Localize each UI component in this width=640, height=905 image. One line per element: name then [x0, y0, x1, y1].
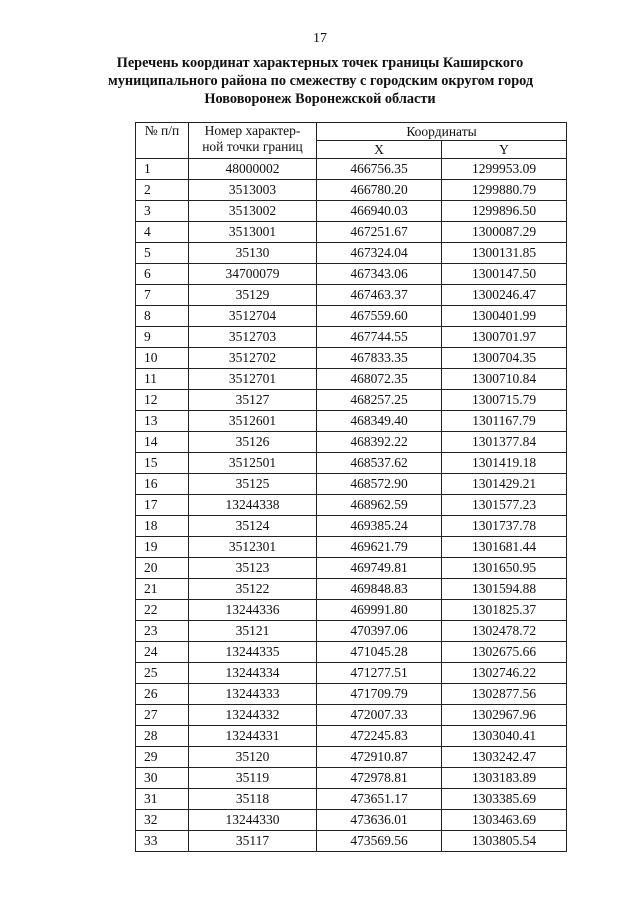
cell-x: 472978.81	[317, 768, 442, 789]
cell-row-number: 28	[136, 726, 189, 747]
cell-y: 1300087.29	[442, 222, 567, 243]
cell-row-number: 10	[136, 348, 189, 369]
cell-y: 1303463.69	[442, 810, 567, 831]
cell-y: 1300715.79	[442, 390, 567, 411]
cell-x: 467463.37	[317, 285, 442, 306]
cell-row-number: 23	[136, 621, 189, 642]
cell-x: 467833.35	[317, 348, 442, 369]
table-row	[136, 768, 567, 789]
table-body	[136, 159, 567, 852]
table-row	[136, 558, 567, 579]
cell-point-number: 13244331	[189, 726, 317, 747]
cell-x: 470397.06	[317, 621, 442, 642]
cell-x: 472910.87	[317, 747, 442, 768]
cell-point-number: 35127	[189, 390, 317, 411]
cell-row-number: 27	[136, 705, 189, 726]
cell-y: 1301429.21	[442, 474, 567, 495]
cell-y: 1301577.23	[442, 495, 567, 516]
cell-y: 1301594.88	[442, 579, 567, 600]
table-row	[136, 432, 567, 453]
table-row	[136, 327, 567, 348]
cell-point-number: 35129	[189, 285, 317, 306]
cell-x: 466780.20	[317, 180, 442, 201]
table-row	[136, 411, 567, 432]
cell-x: 471277.51	[317, 663, 442, 684]
cell-y: 1299896.50	[442, 201, 567, 222]
cell-point-number: 3512701	[189, 369, 317, 390]
cell-x: 473636.01	[317, 810, 442, 831]
table-row	[136, 222, 567, 243]
cell-y: 1303242.47	[442, 747, 567, 768]
cell-y: 1300147.50	[442, 264, 567, 285]
cell-x: 471709.79	[317, 684, 442, 705]
cell-y: 1301377.84	[442, 432, 567, 453]
cell-point-number: 3512501	[189, 453, 317, 474]
cell-point-number: 35122	[189, 579, 317, 600]
cell-point-number: 13244334	[189, 663, 317, 684]
cell-y: 1303385.69	[442, 789, 567, 810]
cell-row-number: 22	[136, 600, 189, 621]
cell-point-number: 3512702	[189, 348, 317, 369]
cell-point-number: 3512703	[189, 327, 317, 348]
cell-y: 1301825.37	[442, 600, 567, 621]
table-row	[136, 390, 567, 411]
cell-x: 468572.90	[317, 474, 442, 495]
header-point-number-line-2: ной точки границ	[202, 139, 303, 154]
cell-point-number: 13244333	[189, 684, 317, 705]
cell-row-number: 5	[136, 243, 189, 264]
cell-row-number: 21	[136, 579, 189, 600]
title-line-3: Нововоронеж Воронежской области	[204, 91, 436, 107]
cell-row-number: 3	[136, 201, 189, 222]
cell-point-number: 13244330	[189, 810, 317, 831]
cell-y: 1303040.41	[442, 726, 567, 747]
table-row	[136, 201, 567, 222]
table-row	[136, 453, 567, 474]
cell-row-number: 16	[136, 474, 189, 495]
cell-point-number: 3512301	[189, 537, 317, 558]
cell-point-number: 35130	[189, 243, 317, 264]
cell-point-number: 34700079	[189, 264, 317, 285]
cell-x: 472245.83	[317, 726, 442, 747]
table-row	[136, 348, 567, 369]
table-row	[136, 474, 567, 495]
cell-point-number: 13244338	[189, 495, 317, 516]
cell-point-number: 35125	[189, 474, 317, 495]
cell-row-number: 19	[136, 537, 189, 558]
cell-row-number: 7	[136, 285, 189, 306]
cell-y: 1300131.85	[442, 243, 567, 264]
table-row	[136, 537, 567, 558]
table-row	[136, 180, 567, 201]
cell-point-number: 3512704	[189, 306, 317, 327]
cell-x: 469991.80	[317, 600, 442, 621]
cell-x: 469749.81	[317, 558, 442, 579]
cell-y: 1300401.99	[442, 306, 567, 327]
cell-point-number: 48000002	[189, 159, 317, 180]
table-row	[136, 810, 567, 831]
cell-row-number: 18	[136, 516, 189, 537]
cell-row-number: 31	[136, 789, 189, 810]
cell-x: 467559.60	[317, 306, 442, 327]
cell-x: 467744.55	[317, 327, 442, 348]
cell-row-number: 11	[136, 369, 189, 390]
cell-row-number: 20	[136, 558, 189, 579]
header-y: Y	[442, 141, 567, 159]
cell-x: 473651.17	[317, 789, 442, 810]
cell-x: 466756.35	[317, 159, 442, 180]
cell-point-number: 35120	[189, 747, 317, 768]
header-x: X	[317, 141, 442, 159]
cell-row-number: 4	[136, 222, 189, 243]
cell-row-number: 1	[136, 159, 189, 180]
cell-row-number: 9	[136, 327, 189, 348]
cell-row-number: 33	[136, 831, 189, 852]
table-row	[136, 831, 567, 852]
table-row	[136, 726, 567, 747]
cell-x: 468537.62	[317, 453, 442, 474]
cell-row-number: 32	[136, 810, 189, 831]
table-row	[136, 264, 567, 285]
cell-row-number: 29	[136, 747, 189, 768]
coordinates-table	[135, 122, 567, 852]
cell-point-number: 35123	[189, 558, 317, 579]
cell-x: 469621.79	[317, 537, 442, 558]
table-row	[136, 495, 567, 516]
cell-x: 473569.56	[317, 831, 442, 852]
cell-point-number: 3513002	[189, 201, 317, 222]
cell-row-number: 17	[136, 495, 189, 516]
header-row-number: № п/п	[136, 123, 189, 159]
cell-x: 467324.04	[317, 243, 442, 264]
table-row	[136, 621, 567, 642]
page-number: 17	[313, 31, 327, 46]
cell-y: 1299953.09	[442, 159, 567, 180]
cell-y: 1302967.96	[442, 705, 567, 726]
cell-point-number: 3512601	[189, 411, 317, 432]
cell-y: 1301419.18	[442, 453, 567, 474]
table-row	[136, 747, 567, 768]
cell-row-number: 15	[136, 453, 189, 474]
cell-y: 1301681.44	[442, 537, 567, 558]
table-row	[136, 306, 567, 327]
cell-row-number: 12	[136, 390, 189, 411]
cell-point-number: 35126	[189, 432, 317, 453]
cell-point-number: 13244336	[189, 600, 317, 621]
cell-x: 469848.83	[317, 579, 442, 600]
cell-row-number: 8	[136, 306, 189, 327]
cell-y: 1300701.97	[442, 327, 567, 348]
table-row	[136, 243, 567, 264]
cell-row-number: 24	[136, 642, 189, 663]
cell-point-number: 35124	[189, 516, 317, 537]
cell-row-number: 30	[136, 768, 189, 789]
cell-y: 1301167.79	[442, 411, 567, 432]
table-row	[136, 285, 567, 306]
table-row	[136, 516, 567, 537]
cell-row-number: 14	[136, 432, 189, 453]
cell-point-number: 13244335	[189, 642, 317, 663]
cell-row-number: 6	[136, 264, 189, 285]
cell-x: 468349.40	[317, 411, 442, 432]
cell-x: 466940.03	[317, 201, 442, 222]
table-row	[136, 789, 567, 810]
cell-x: 468962.59	[317, 495, 442, 516]
cell-x: 467251.67	[317, 222, 442, 243]
document-title	[108, 54, 532, 108]
table-row	[136, 663, 567, 684]
cell-y: 1301737.78	[442, 516, 567, 537]
cell-x: 468392.22	[317, 432, 442, 453]
title-line-1: Перечень координат характерных точек границы Каширского	[116, 55, 524, 71]
cell-x: 468072.35	[317, 369, 442, 390]
cell-point-number: 3513003	[189, 180, 317, 201]
cell-x: 472007.33	[317, 705, 442, 726]
cell-y: 1302746.22	[442, 663, 567, 684]
cell-x: 469385.24	[317, 516, 442, 537]
cell-point-number: 35121	[189, 621, 317, 642]
header-point-number	[189, 123, 317, 159]
cell-y: 1302478.72	[442, 621, 567, 642]
cell-y: 1303805.54	[442, 831, 567, 852]
cell-row-number: 13	[136, 411, 189, 432]
table-row	[136, 705, 567, 726]
table-row	[136, 579, 567, 600]
table-row	[136, 600, 567, 621]
cell-y: 1300710.84	[442, 369, 567, 390]
cell-point-number: 35118	[189, 789, 317, 810]
cell-x: 467343.06	[317, 264, 442, 285]
title-line-2: муниципального района по смежеству с городским округом город	[108, 73, 534, 89]
cell-y: 1300704.35	[442, 348, 567, 369]
cell-y: 1302675.66	[442, 642, 567, 663]
cell-row-number: 26	[136, 684, 189, 705]
cell-point-number: 35119	[189, 768, 317, 789]
cell-x: 468257.25	[317, 390, 442, 411]
header-point-number-line-1: Номер характер-	[204, 123, 301, 138]
table-row	[136, 642, 567, 663]
header-coordinates: Координаты	[317, 123, 567, 141]
cell-y: 1302877.56	[442, 684, 567, 705]
cell-point-number: 13244332	[189, 705, 317, 726]
cell-y: 1303183.89	[442, 768, 567, 789]
table-row	[136, 369, 567, 390]
table-row	[136, 684, 567, 705]
table-header	[136, 123, 567, 159]
cell-point-number: 35117	[189, 831, 317, 852]
cell-row-number: 25	[136, 663, 189, 684]
cell-y: 1299880.79	[442, 180, 567, 201]
cell-y: 1301650.95	[442, 558, 567, 579]
cell-point-number: 3513001	[189, 222, 317, 243]
cell-y: 1300246.47	[442, 285, 567, 306]
cell-row-number: 2	[136, 180, 189, 201]
table-row	[136, 159, 567, 180]
cell-x: 471045.28	[317, 642, 442, 663]
